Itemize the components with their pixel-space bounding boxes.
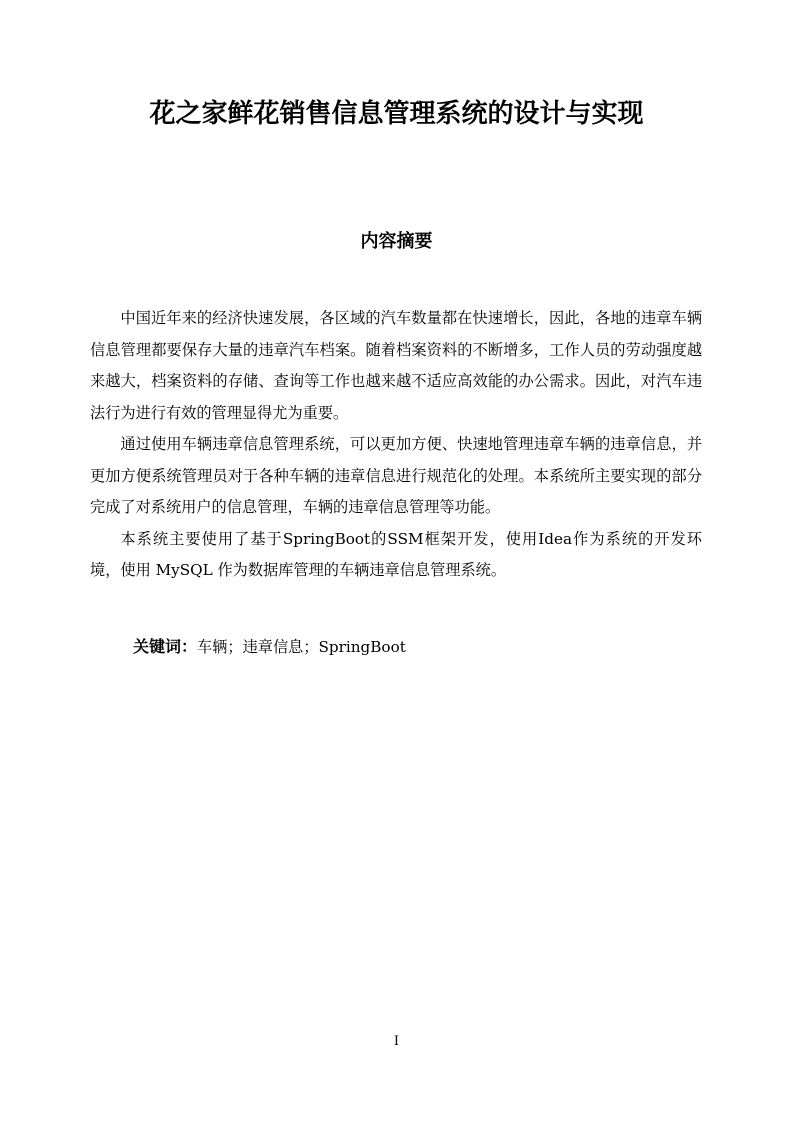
abstract-body (90, 303, 702, 587)
keywords-line (133, 632, 693, 662)
abstract-paragraph-3: 本系统主要使用了基于SpringBoot的SSM框架开发，使用Idea作为系统的开发环境，使用 MySQL 作为数据库管理的车辆违章信息管理系统。 (90, 529, 702, 579)
keywords-label: 关键词： (133, 637, 198, 656)
page-number: I (393, 1034, 400, 1049)
document-title: 花之家鲜花销售信息管理系统的设计与实现 (149, 99, 644, 129)
abstract-paragraph-1: 中国近年来的经济快速发展，各区域的汽车数量都在快速增长，因此，各地的违章车辆信息管理都要保存大量的违章汽车档案。随着档案资料的不断增多，工作人员的劳动强度越来越大，档案资料的存储、查询等工作也越来越不适应高效能的办公需求。因此，对汽车违法行为进行有效的管理显得尤为重要。 (90, 309, 702, 422)
abstract-paragraph-2: 通过使用车辆违章信息管理系统，可以更加方便、快速地管理违章车辆的违章信息，并更加方便系统管理员对于各种车辆的违章信息进行规范化的处理。本系统所主要实现的部分完成了对系统用户的信息管理，车辆的违章信息管理等功能。 (90, 435, 702, 516)
abstract-heading: 内容摘要 (360, 231, 433, 252)
keywords-value: 车辆；违章信息；SpringBoot (197, 638, 406, 656)
